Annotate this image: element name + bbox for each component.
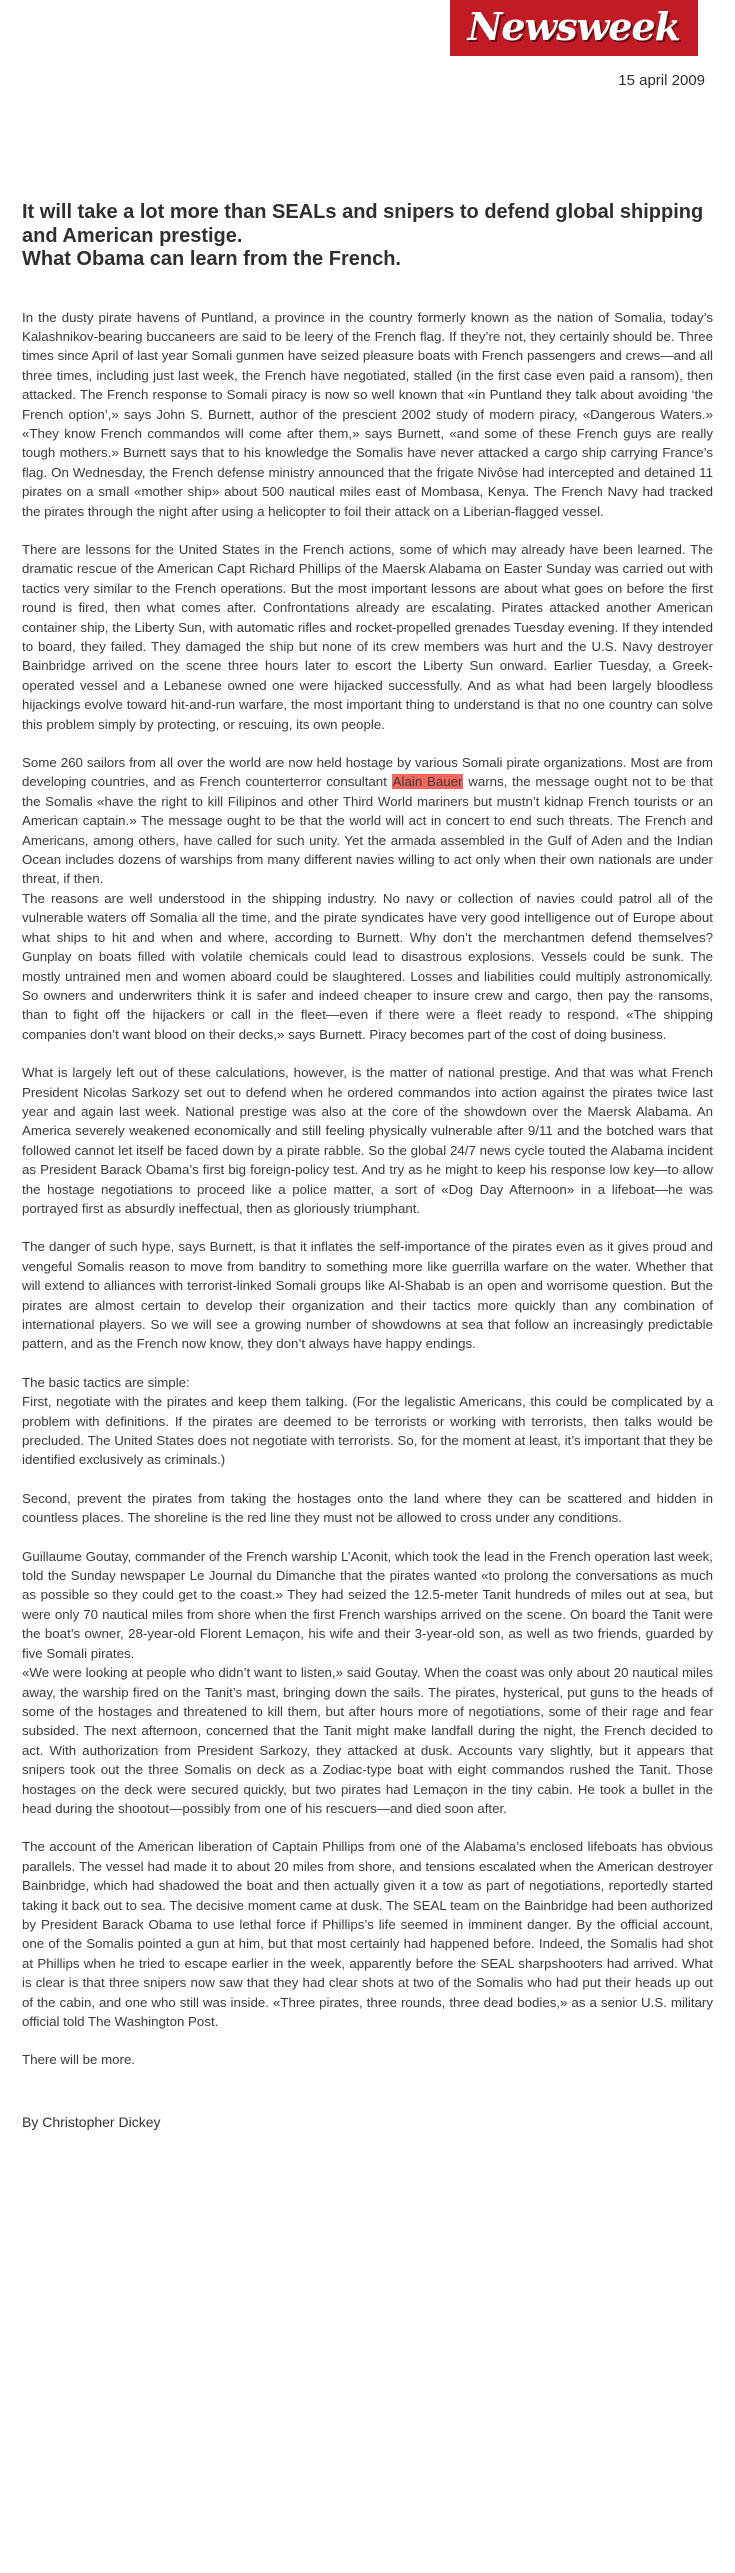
byline: By Christopher Dickey: [22, 2113, 161, 2130]
newsweek-logo: [450, 0, 698, 56]
headline-main: It will take a lot more than SEALs and snipers to defend global shipping and American prestige.: [22, 201, 704, 247]
highlighted-text: Alain Bauer: [392, 774, 463, 790]
headline: [22, 201, 713, 272]
paragraph-closing: There will be more.: [22, 2052, 136, 2068]
paragraph-tactic-second: Second, prevent the pirates from taking the hostages onto the land where they can be scattered and hidden in countless places. The shoreline is the red line they must not be allowed to cross under any conditions.: [22, 1490, 713, 1526]
article-body: [22, 308, 713, 2070]
paragraph-hype-danger: The danger of such hype, says Burnett, is that it inflates the self-importance of the pirates even as it gives proud and vengeful Somalis reason to move from banditry to something more like guerrilla warfare on the water. Whether that will extend to alliances with terrorist-linked Somali groups like Al-Shabab is an open and worrisome question. But the pirates are almost certain to develop their organization and their tactics more quickly than any combination of international players. So we will see a growing number of showdowns at sea that follow an increasingly predictable pattern, and as the French now know, they don’t always have happy endings.: [22, 1239, 713, 1352]
paragraph-hostages-before: Some 260 sailors from all over the world are now held hostage by various Somali pirate organizations. Most are from developing countries, and as French counterterror consultant: [22, 755, 713, 790]
paragraph-tactic-first: First, negotiate with the pirates and keep them talking. (For the legalistic Americans, this could be complicated by a problem with definitions. If the pirates are deemed to be terrorists or working with terrorists, then talks would be precluded. The United States does not negotiate with terrorists. So, for the moment at least, it’s important that they be identified exclusively as criminals.): [22, 1394, 713, 1468]
paragraph-hostages-after: warns, the message ought not to be that the Somalis «have the right to kill Filipinos and other Third World mariners but mustn’t kidnap French tourists or an American captain.» The message ought to be that the world will act in concert to end such threats. The French and Americans, among others, have called for such unity. Yet the armada assembled in the Gulf of Aden and the Indian Ocean includes dozens of warships from many different navies willing to act only when their own nationals are under threat, if then.: [22, 774, 713, 887]
masthead: [22, 0, 713, 89]
newsweek-logo-text: Newsweek: [467, 4, 680, 49]
paragraph-tanit-assault: «We were looking at people who didn’t want to listen,» said Goutay. When the coast was only about 20 nautical miles away, the warship fired on the Tanit’s mast, bringing down the sails. The pirates, hysterical, put guns to the heads of some of the hostages and threatened to kill them, but after hours more of negotiations, some of their rage and fear subsided. The next afternoon, concerned that the Tanit might make landfall during the night, the French decided to act. With authorization from President Sarkozy, they attacked at dusk. Accounts vary slightly, but it appears that snipers took out the three Somalis on deck as a Zodiac-type boat with eight commandos rushed the Tanit. Those hostages on the deck were secured quickly, but two pirates had Lemaçon in the tiny cabin. He took a bullet in the head during the shootout—possibly from one of his rescuers—and died soon after.: [22, 1665, 713, 1816]
headline-sub: What Obama can learn from the French.: [22, 248, 401, 270]
article-date: 15 april 2009: [618, 72, 705, 89]
paragraph-shipping-industry: The reasons are well understood in the shipping industry. No navy or collection of navies could patrol all of the vulnerable waters off Somalia all the time, and the pirate syndicates have very good intelligence out of Europe about what ships to hit and when and where, according to Burnett. Why don’t the merchantmen defend themselves? Gunplay on boats filled with volatile chemicals could lead to disastrous explosions. Vessels could be sunk. The mostly untrained men and women aboard could be slaughtered. Losses and liabilities could multiply astronomically. So owners and underwriters think it is safer and indeed cheaper to insure crew and cargo, then pay the ransoms, than to fight off the hijackers or call in the fleet—even if there were a fleet ready to respond. «The shipping companies don’t want blood on their decks,» says Burnett. Piracy becomes part of the cost of doing business.: [22, 890, 713, 1042]
paragraph-lessons: There are lessons for the United States in the French actions, some of which may already have been learned. The dramatic rescue of the American Capt Richard Phillips of the Maersk Alabama on Easter Sunday was carried out with tactics very similar to the French operations. But the most important lessons are about what goes on before the first round is fired, then what comes after. Confrontations already are escalating. Pirates attacked another American container ship, the Liberty Sun, with automatic rifles and rocket-propelled grenades Tuesday evening. If they intended to board, they failed. They damaged the ship but none of its crew members was hurt and the U.S. Navy destroyer Bainbridge arrived on the scene three hours later to escort the Liberty Sun onward. Earlier Tuesday, a Greek-operated vessel and a Lebanese owned one were hijacked successfully. And as what had been largely bloodless hijackings evolve toward hit-and-run warfare, the most important thing to understand is that no one country can solve this problem simply by protecting, or rescuing, its own people.: [22, 541, 713, 732]
paragraph-goutay: Guillaume Goutay, commander of the French warship L’Aconit, which took the lead in the French operation last week, told the Sunday newspaper Le Journal du Dimanche that the pirates wanted «to prolong the conversations as much as possible so they could get to the coast.» They had seized the 12.5-meter Tanit hundreds of miles out at sea, but were only 70 nautical miles from shore when the first French warships arrived on the scene. On board the Tanit were the boat’s owner, 28-year-old Florent Lemaçon, his wife and their 3-year-old son, as well as two friends, guarded by five Somali pirates.: [22, 1548, 713, 1661]
paragraph-tactics-heading: The basic tactics are simple:: [22, 1374, 190, 1390]
paragraph-phillips-rescue: The account of the American liberation of Captain Phillips from one of the Alabama’s enclosed lifeboats has obvious parallels. The vessel had made it to about 20 miles from shore, and tensions escalated when the American destroyer Bainbridge, which had shadowed the boat and then actually given it a tow as part of negotiations, reportedly started taking it back out to sea. The decisive moment came at dusk. The SEAL team on the Bainbridge had been authorized by President Barack Obama to use lethal force if Phillips’s life seemed in imminent danger. By the official account, one of the Somalis pointed a gun at him, but that most certainly had happened before. Indeed, the Somalis had shot at Phillips when he tried to escape earlier in the week, apparently before the SEAL sharpshooters had arrived. What is clear is that three snipers now saw that they had clear shots at two of the Somalis who had put their heads up out of the cabin, and one who still was inside. «Three pirates, three rounds, three dead bodies,» as a senior U.S. military official told The Washington Post.: [22, 1839, 713, 2029]
paragraph-national-prestige: What is largely left out of these calculations, however, is the matter of national prestige. And that was what French President Nicolas Sarkozy set out to defend when he ordered commandos into action against the pirates twice last year and again last week. National prestige was also at the core of the showdown over the Maersk Alabama. An America severely weakened economically and still feeling physically vulnerable after 9/11 and the botched wars that followed cannot let itself be faced down by a pirate rabble. So the global 24/7 news cycle touted the Alabama incident as President Barack Obama’s first big foreign-policy test. And try as he might to keep his response low key—to allow the hostage negotiations to proceed like a police matter, a sort of «Dog Day Afternoon» in a lifeboat—he was portrayed first as absurdly ineffectual, then as gloriously triumphant.: [22, 1065, 713, 1216]
paragraph-hostages: [22, 753, 713, 889]
paragraph-intro: In the dusty pirate havens of Puntland, a province in the country formerly known as the nation of Somalia, today’s Kalashnikov-bearing buccaneers are said to be leery of the French flag. If they’re not, they certainly should be. Three times since April of last year Somali gunmen have seized pleasure boats with French passengers and crews—and all three times, including just last week, the French have negotiated, stalled (in the first case even paid a ransom), then attacked. The French response to Somali piracy is now so well known that «in Puntland they talk about avoiding ‘the French option’,» says John S. Burnett, author of the prescient 2002 study of modern piracy, «Dangerous Waters.» «They know French commandos will come after them,» says Burnett, «and some of these French guys are really tough mothers.» Burnett says that to his knowledge the Somalis have never attacked a cargo ship carrying France’s flag. On Wednesday, the French defense ministry announced that the frigate Nivôse had intercepted and detained 11 pirates on a small «mother ship» about 500 nautical miles east of Mombasa, Kenya. The French Navy had tracked the pirates through the night after using a helicopter to foil their attack on a Liberian-flagged vessel.: [22, 309, 713, 519]
